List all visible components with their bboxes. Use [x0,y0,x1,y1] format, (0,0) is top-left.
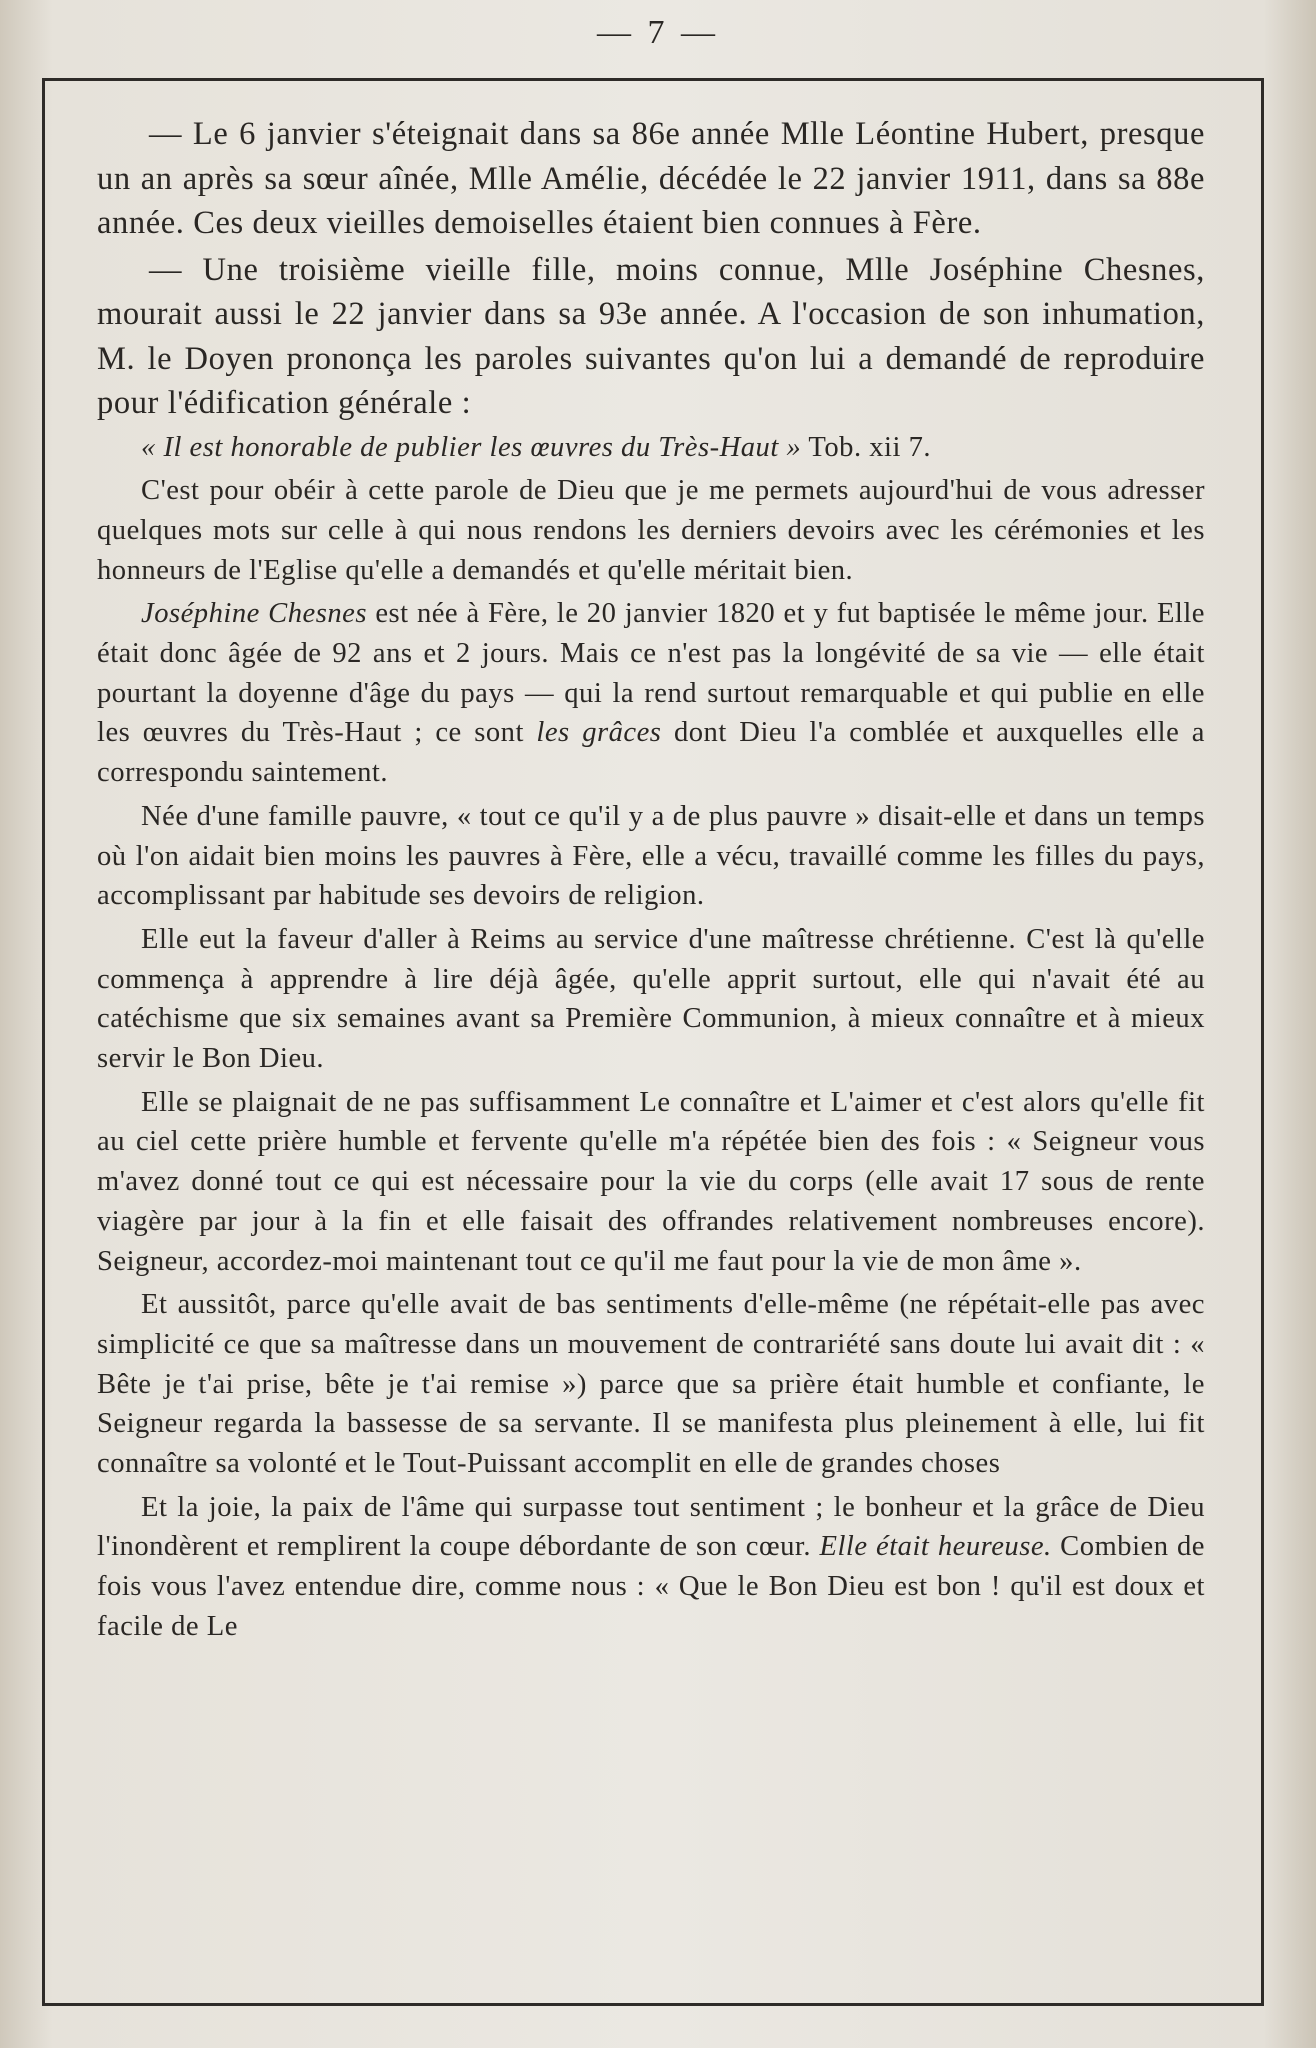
epigraph-text: « Il est honorable de publier les œuvres du Très-Haut » [141,431,802,463]
page-number: — 7 — [597,14,719,51]
epigraph [97,428,1205,468]
paragraph-reims: Elle eut la faveur d'aller à Reims au service d'une maîtresse chrétienne. C'est là qu'elle commença à apprendre à lire déjà âgée, qu'elle apprit surtout, elle qui n'avait été au catéchisme que six semaines avant sa Première Communion, à mieux connaître et à mieux servir le Bon Dieu. [97,923,1205,1075]
paragraph-birth-text-a: est née à Fère, le 20 janvier 1820 et y fut baptisée le même jour. Elle était donc âgée de 92 ans et 2 jours. Mais ce n'est pas la longévité de sa vie — elle était pourtant la doyenne d'âge du pays — qui la rend surtout remarquable et qui publie en elle les œuvres du Très-Haut ; ce sont [97,598,1205,749]
paragraph-birth [97,594,1205,793]
she-was-happy-emphasis: Elle était heureuse. [819,1531,1052,1563]
paragraph-birth-text-b: dont Dieu l'a comblée et auxquelles elle a correspondu saintement. [97,717,1205,789]
paragraph-prayer: Elle se plaignait de ne pas suffisamment Le connaître et L'aimer et c'est alors qu'elle fit au ciel cette prière humble et fervente qu'elle m'a répétée bien des fois : « Seigneur vous m'avez donné tout ce qui est nécessaire pour la vie du corps (elle avait 17 sous de rente viagère par jour à la fin et elle faisait des offrandes relativement nombreuses encore). Seigneur, accordez-moi maintenant tout ce qu'il me faut pour la vie de mon âme ». [97,1086,1205,1277]
paragraph-humility: Et aussitôt, parce qu'elle avait de bas sentiments d'elle-même (ne répétait-elle pas avec simplicité ce que sa maîtresse dans un mouvement de contrariété sans doute lui avait dit : « Bête je t'ai prise, bête je t'ai remise ») parce que sa prière était humble et confiante, le Seigneur regarda la bassesse de sa servante. Il se manifesta plus pleinement à elle, lui fit connaître sa volonté et le Tout-Puissant accomplit en elle de grandes choses [97,1289,1205,1480]
article-body [97,112,1205,1651]
paragraph-joy-text-a: Et la joie, la paix de l'âme qui surpasse tout sentiment ; le bonheur et la grâce de Dieu l'inondèrent et remplirent la coupe débordante de son cœur. [97,1491,1205,1563]
person-name: Joséphine Chesnes [141,598,367,630]
notice-leontine-hubert: — Le 6 janvier s'éteignait dans sa 86e année Mlle Léontine Hubert, presque un an après sa sœur aînée, Mlle Amélie, décédée le 22 janvier 1911, dans sa 88e année. Ces deux vieilles demoiselles étaient bien connues à Fère. [97,116,1205,241]
notice-josephine-chesnes: — Une troisième vieille fille, moins connue, Mlle Joséphine Chesnes, mourait aussi le 22 janvier dans sa 93e année. A l'occasion de son inhumation, M. le Doyen prononça les paroles suivantes qu'on lui a demandé de reproduire pour l'édification générale : [97,251,1205,421]
paragraph-poor-family: Née d'une famille pauvre, « tout ce qu'il y a de plus pauvre » disait-elle et dans un temps où l'on aidait bien moins les pauvres à Fère, elle a vécu, travaillé comme les filles du pays, accomplissant par habitude ses devoirs de religion. [97,800,1205,912]
obituary-notes [97,112,1205,426]
paragraph-intro: C'est pour obéir à cette parole de Dieu que je me permets aujourd'hui de vous adresser quelques mots sur celle à qui nous rendons les derniers devoirs avec les cérémonies et les honneurs de l'Eglise qu'elle a demandés et qu'elle méritait bien. [97,475,1205,586]
funeral-address [97,428,1205,1647]
graces-emphasis: les grâces [536,717,662,749]
epigraph-reference: Tob. xii 7. [808,431,932,463]
paragraph-joy-text-b: Combien de fois vous l'avez entendue dire, comme nous : « Que le Bon Dieu est bon ! qu'il est doux et facile de Le [97,1531,1206,1642]
paragraph-joy [97,1488,1205,1647]
